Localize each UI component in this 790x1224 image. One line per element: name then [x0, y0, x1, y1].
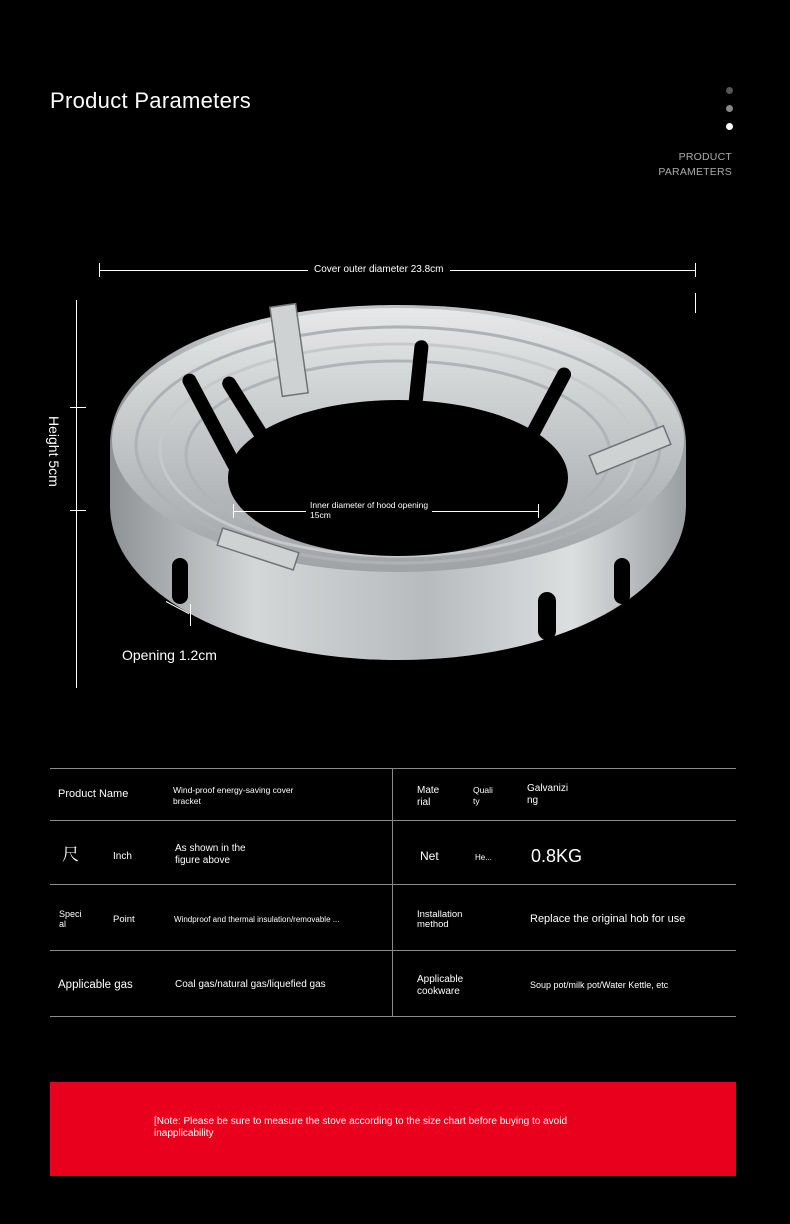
- height-label-box: [46, 416, 76, 506]
- param-key-material: Mate rial: [417, 785, 440, 808]
- param-value-product-name: Wind-proof energy-saving cover bracket: [173, 785, 294, 806]
- parameters-table: [50, 768, 736, 1016]
- inner-diameter-tick-right: [538, 504, 539, 518]
- section-label: [658, 150, 732, 180]
- param-key-product-name: Product Name: [58, 788, 129, 800]
- table-row: [50, 768, 736, 821]
- param-key-size-glyph: 尺: [62, 845, 79, 864]
- section-label-line2: PARAMETERS: [658, 166, 732, 178]
- note-banner: [50, 1082, 736, 1176]
- param-value-installation-method: Replace the original hob for use: [530, 913, 686, 925]
- table-row: [50, 820, 736, 885]
- height-tick-bottom: [70, 510, 86, 511]
- height-tick-top: [70, 407, 86, 408]
- pagination-dot-1[interactable]: [726, 87, 733, 94]
- pagination-dot-2[interactable]: [726, 105, 733, 112]
- page-title: Product Parameters: [50, 88, 252, 113]
- param-key-installation-method: Installation method: [417, 909, 463, 930]
- opening-tick: [190, 604, 191, 626]
- outer-diameter-label: Cover outer diameter 23.8cm: [308, 264, 450, 275]
- param-key-point: Point: [113, 914, 135, 925]
- inner-diameter-label-line1: Inner diameter of hood opening: [310, 500, 429, 510]
- height-label: Height 5cm: [46, 416, 62, 487]
- param-key-inch: Inch: [113, 851, 132, 862]
- opening-label: Opening 1.2cm: [122, 647, 217, 663]
- param-key-quality: Quali ty: [473, 785, 493, 806]
- param-value-material: Galvanizi ng: [527, 783, 569, 806]
- param-value-applicable-gas: Coal gas/natural gas/liquefied gas: [175, 979, 326, 990]
- param-value-weight: 0.8KG: [531, 846, 583, 866]
- table-row: [50, 884, 736, 951]
- param-key-net: Net: [420, 849, 439, 863]
- note-text: [Note: Please be sure to measure the stove according to the size chart before buying to avoid inapplicability: [154, 1116, 568, 1139]
- inner-diameter-label-line2: 15cm: [310, 510, 331, 520]
- param-value-size: As shown in the figure above: [175, 843, 246, 866]
- section-label-line1: PRODUCT: [678, 151, 732, 163]
- table-row: [50, 950, 736, 1017]
- param-key-applicable-gas: Applicable gas: [58, 979, 133, 991]
- product-image-wind-proof-ring: [0, 250, 790, 710]
- param-value-special-point: Windproof and thermal insulation/removable ...: [174, 915, 340, 924]
- outer-diameter-tick-right: [695, 263, 696, 277]
- height-line: [76, 300, 77, 688]
- inner-diameter-tick-left: [233, 504, 234, 518]
- outer-diameter-drop-line: [695, 293, 696, 313]
- param-value-applicable-cookware: Soup pot/milk pot/Water Kettle, etc: [530, 980, 669, 990]
- param-key-applicable-cookware: Applicable cookware: [417, 974, 464, 997]
- param-key-special: Speci al: [59, 909, 82, 929]
- outer-diameter-tick-left: [99, 263, 100, 277]
- param-key-weight: He...: [475, 853, 492, 862]
- pagination-dot-3-active[interactable]: [726, 123, 733, 130]
- inner-diameter-label: [306, 500, 432, 520]
